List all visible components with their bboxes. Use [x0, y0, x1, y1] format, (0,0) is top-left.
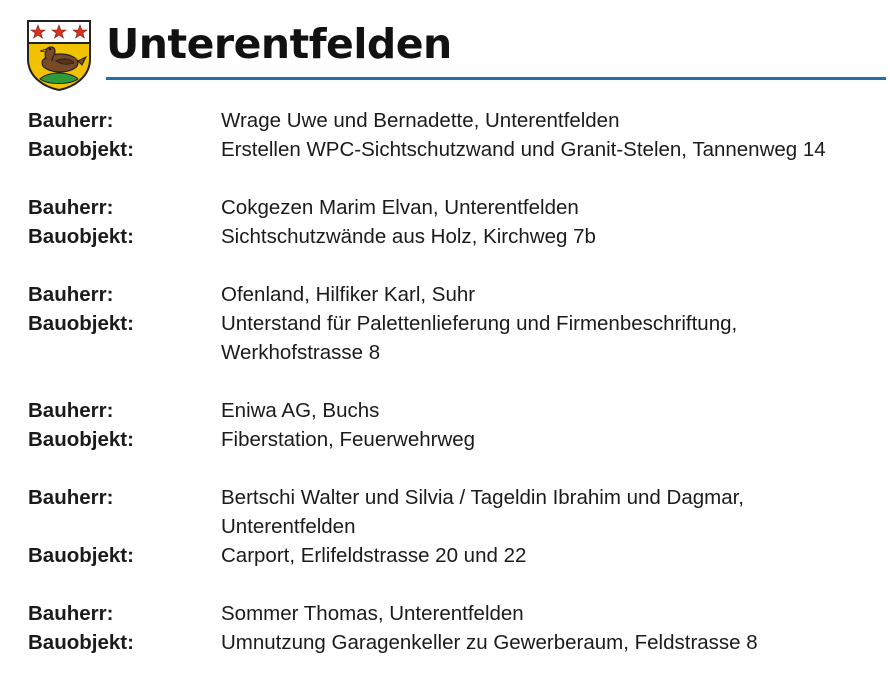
- bauherr-value: Eniwa AG, Buchs: [221, 399, 380, 422]
- bauobjekt-row: [28, 135, 888, 164]
- bauobjekt-row: [28, 541, 888, 570]
- page-title: Unterentfelden: [106, 20, 452, 68]
- title-divider: [106, 77, 886, 80]
- bauherr-label: Bauherr:: [28, 196, 114, 219]
- bauherr-row: [28, 193, 888, 222]
- bauobjekt-row: [28, 628, 888, 657]
- bauobjekt-value: Sichtschutzwände aus Holz, Kirchweg 7b: [221, 225, 596, 248]
- bauherr-label: Bauherr:: [28, 486, 114, 509]
- bauherr-row: [28, 483, 888, 541]
- bauobjekt-row: [28, 222, 888, 251]
- bauobjekt-value: Erstellen WPC-Sichtschutzwand und Granit-Stelen, Tannenweg 14: [221, 138, 826, 161]
- bauobjekt-value: Unterstand für Palettenlieferung und Firmenbeschriftung, Werkhofstrasse 8: [221, 312, 738, 364]
- bauobjekt-row: [28, 425, 888, 454]
- permit-entry: [28, 483, 888, 570]
- bauobjekt-value: Fiberstation, Feuerwehrweg: [221, 428, 476, 451]
- bauherr-label: Bauherr:: [28, 109, 114, 132]
- bauobjekt-label: Bauobjekt:: [28, 312, 134, 335]
- page-header: [26, 16, 886, 86]
- bauherr-row: [28, 396, 888, 425]
- bauherr-label: Bauherr:: [28, 283, 114, 306]
- bauherr-value: Sommer Thomas, Unterentfelden: [221, 602, 524, 625]
- bauobjekt-label: Bauobjekt:: [28, 631, 134, 654]
- bauherr-row: [28, 280, 888, 309]
- bauobjekt-row: [28, 309, 888, 367]
- bauherr-value: Bertschi Walter und Silvia / Tageldin Ibrahim und Dagmar, Unterentfelden: [221, 486, 745, 538]
- bauobjekt-label: Bauobjekt:: [28, 428, 134, 451]
- bauherr-label: Bauherr:: [28, 399, 114, 422]
- permit-entry: [28, 280, 888, 367]
- permit-entry: [28, 193, 888, 251]
- bauherr-value: Wrage Uwe und Bernadette, Unterentfelden: [221, 109, 620, 132]
- permit-entry: [28, 106, 888, 164]
- permit-entry: [28, 599, 888, 657]
- building-permit-list: [28, 106, 888, 686]
- bauobjekt-label: Bauobjekt:: [28, 544, 134, 567]
- bauherr-label: Bauherr:: [28, 602, 114, 625]
- bauherr-value: Cokgezen Marim Elvan, Unterentfelden: [221, 196, 579, 219]
- permit-entry: [28, 396, 888, 454]
- bauherr-value: Ofenland, Hilfiker Karl, Suhr: [221, 283, 476, 306]
- bauherr-row: [28, 599, 888, 628]
- bauobjekt-value: Umnutzung Garagenkeller zu Gewerberaum, Feldstrasse 8: [221, 631, 758, 654]
- bauobjekt-label: Bauobjekt:: [28, 225, 134, 248]
- coat-of-arms-duck-icon: [26, 19, 92, 91]
- bauherr-row: [28, 106, 888, 135]
- bauobjekt-value: Carport, Erlifeldstrasse 20 und 22: [221, 544, 527, 567]
- bauobjekt-label: Bauobjekt:: [28, 138, 134, 161]
